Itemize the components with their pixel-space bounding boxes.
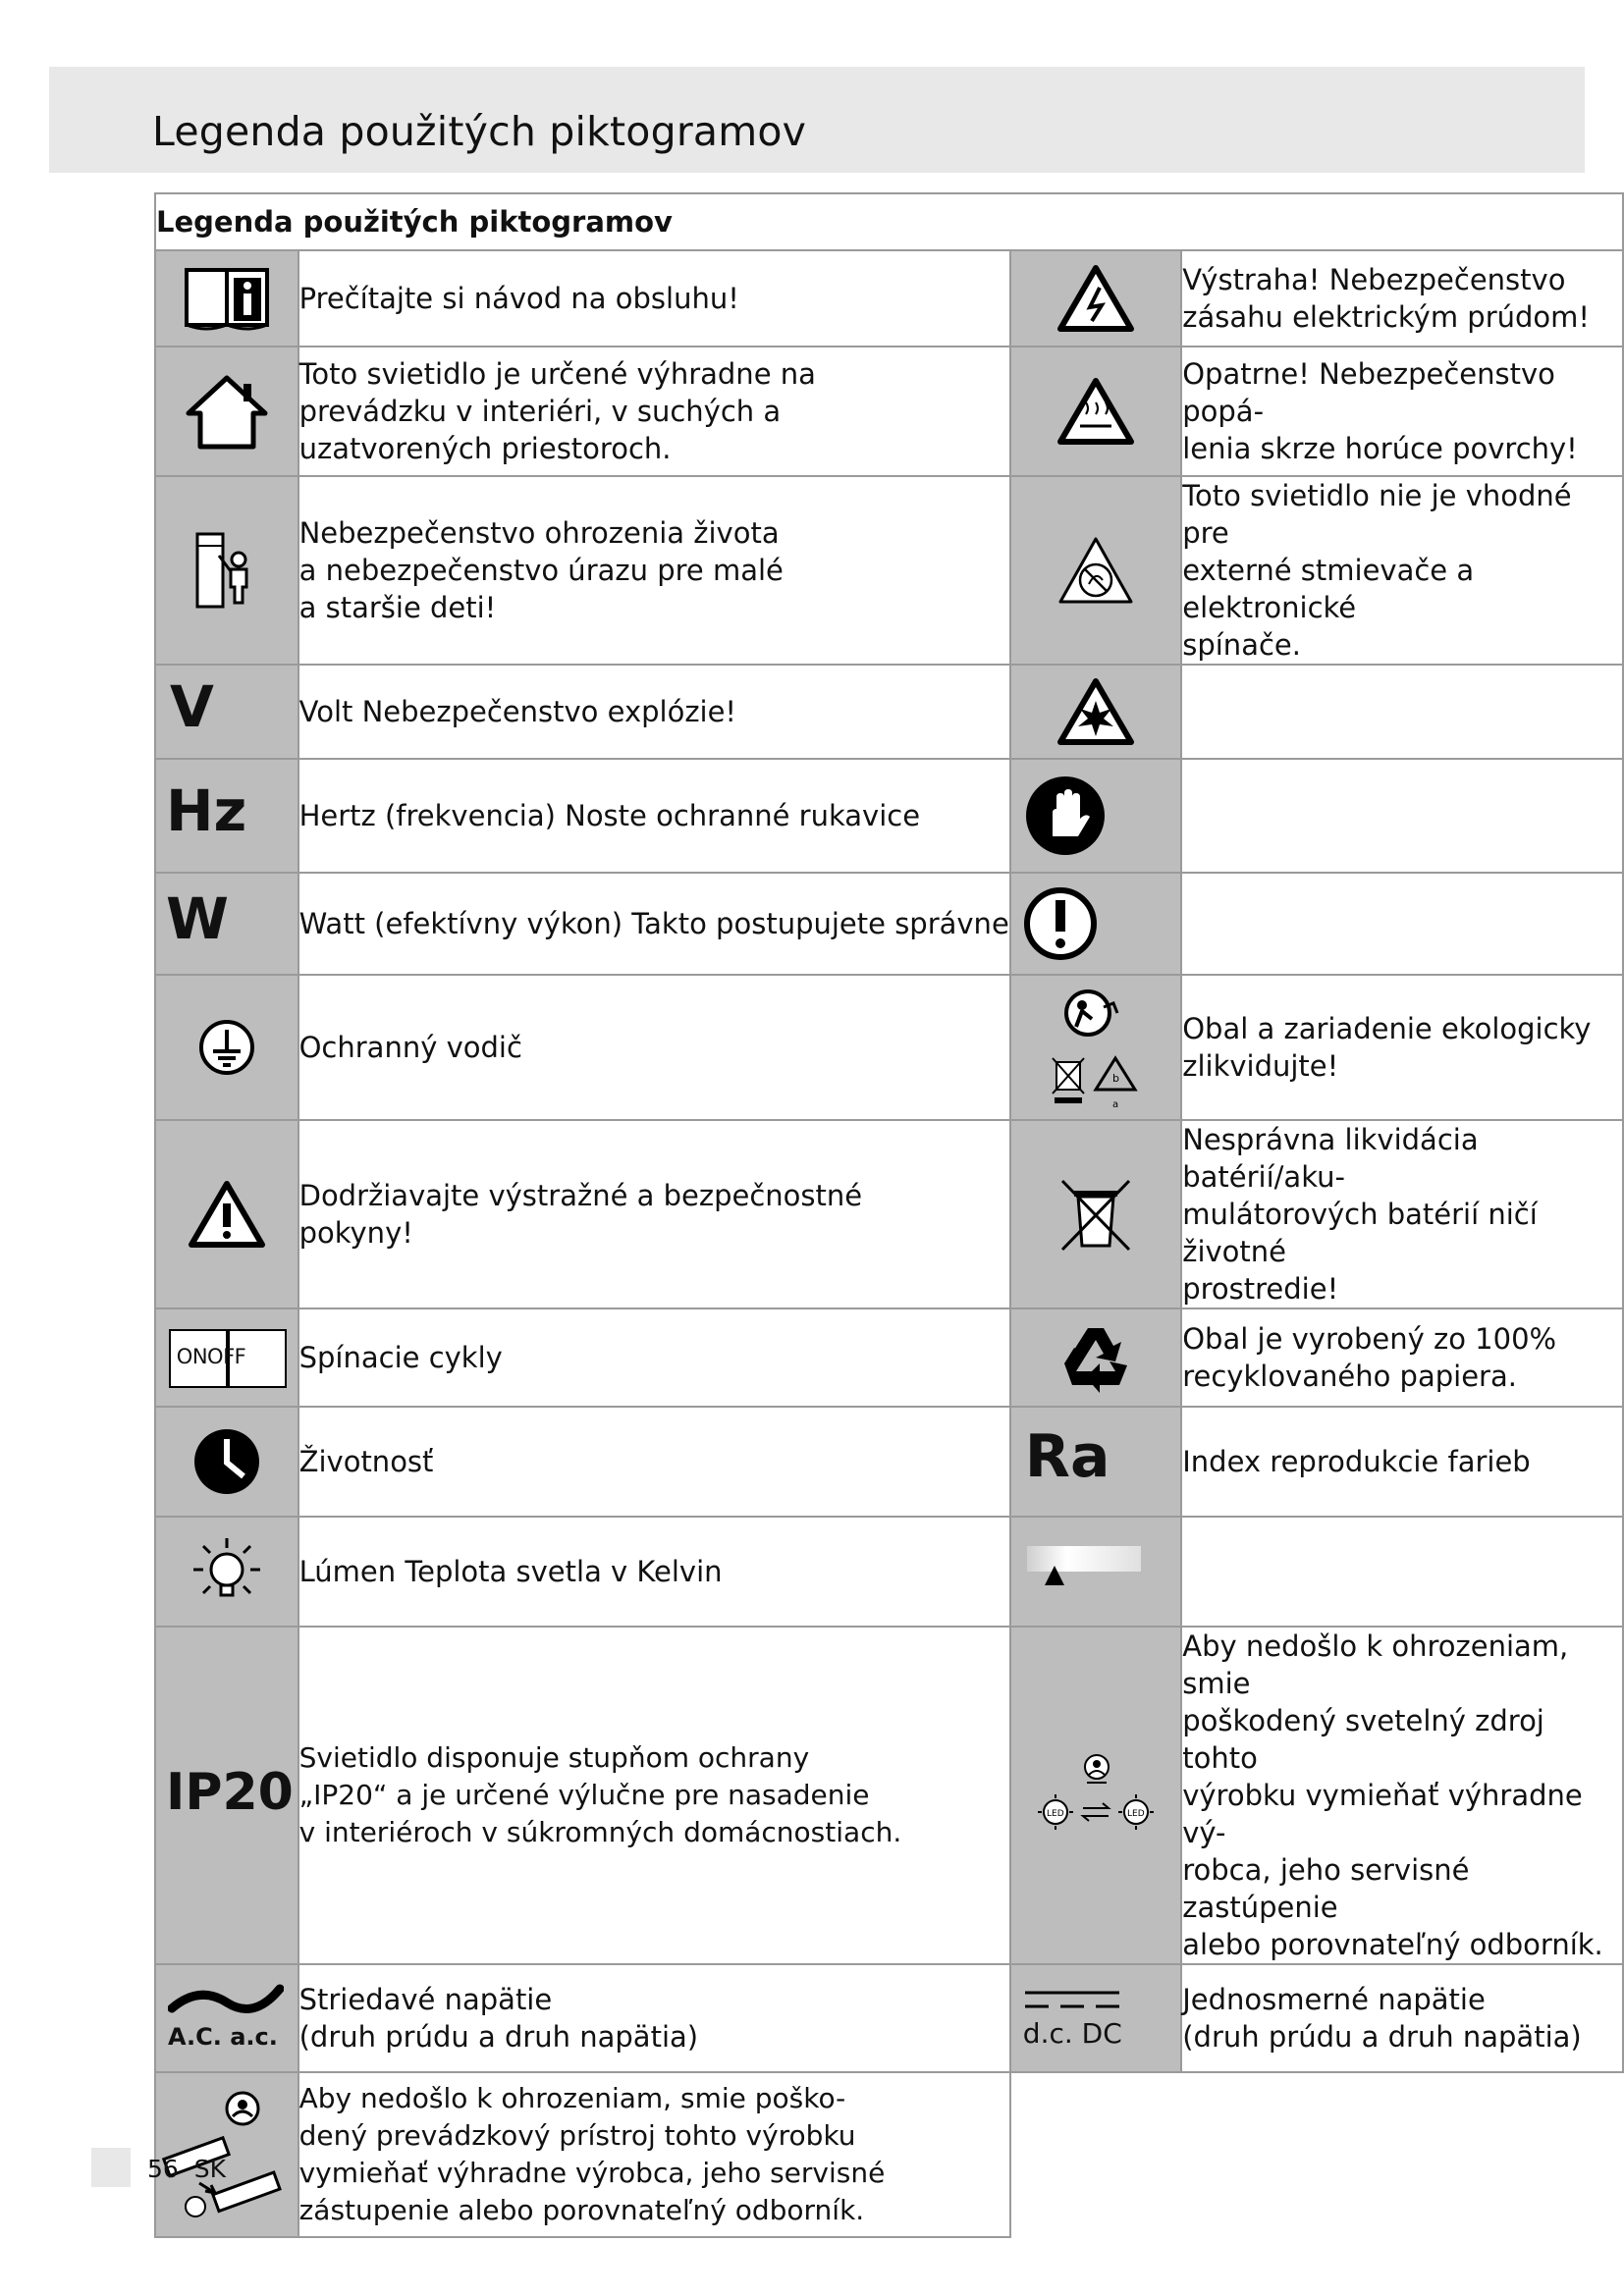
eco-disposal-icon: [1047, 984, 1145, 1111]
icon-cell: [1010, 1964, 1181, 2072]
icon-cell: [1010, 873, 1181, 975]
icon-cell: [155, 250, 298, 347]
led-label-left: LED: [1047, 1809, 1064, 1819]
eco-label-a: a: [1112, 1099, 1119, 1110]
battery-disposal-icon: [1056, 1175, 1135, 1254]
dc-label: d.c. DC: [1022, 2017, 1122, 2050]
legend-text: [1181, 759, 1623, 873]
legend-text: Ochranný vodič: [298, 975, 1010, 1120]
icon-cell: [155, 759, 298, 873]
lumen-bulb-icon: [189, 1534, 264, 1609]
legend-text: Nebezpečenstvo ohrozenia života a nebezpečenstvo úrazu pre malé a staršie deti!: [298, 476, 1010, 665]
legend-text: [1181, 873, 1623, 975]
hot-surface-warning-icon: [1056, 377, 1135, 446]
icon-cell: [1010, 1627, 1181, 1964]
explosion-warning-icon: [1056, 677, 1135, 746]
no-dimmer-icon: [1056, 535, 1135, 606]
legend-text: Volt Nebezpečenstvo explózie!: [298, 665, 1010, 759]
alternating-current-icon: [168, 1983, 284, 2054]
icon-cell: [155, 873, 298, 975]
legend-text: Životnosť: [298, 1407, 1010, 1517]
legend-text: Prečítajte si návod na obsluhu!: [298, 250, 1010, 347]
wear-gloves-icon: [1023, 774, 1108, 858]
icon-cell: [155, 1627, 298, 1964]
legend-text: Výstraha! Nebezpečenstvo zásahu elektrickým prúdom!: [1181, 250, 1623, 347]
icon-cell: [1010, 1517, 1181, 1627]
icon-cell: [155, 1407, 298, 1517]
legend-text: Hertz (frekvencia) Noste ochranné rukavice: [298, 759, 1010, 873]
legend-text: Watt (efektívny výkon) Takto postupujete správne: [298, 873, 1010, 975]
ac-label: A.C. a.c.: [168, 2023, 278, 2051]
icon-cell: [1010, 975, 1181, 1120]
table-caption: Legenda použitých piktogramov: [155, 193, 1623, 250]
icon-cell: [155, 665, 298, 759]
watt-symbol: W: [166, 885, 229, 952]
icon-cell: [155, 1517, 298, 1627]
legend-text: Striedavé napätie (druh prúdu a druh napätia): [298, 1964, 1010, 2072]
legend-text: [1181, 665, 1623, 759]
read-manual-icon: [183, 264, 271, 333]
protective-earth-icon: [197, 1018, 256, 1077]
icon-cell: [155, 975, 298, 1120]
icon-cell: [155, 476, 298, 665]
page-number: 56 SK: [147, 2155, 226, 2183]
legend-text: Aby nedošlo k ohrozeniam, smie poško- dený prevádzkový prístroj tohto výrobku vymieňať výhradne výrobca, jeho servisné zástupenie alebo porovnateľný odborník.: [298, 2072, 1010, 2237]
legend-text: Lúmen Teplota svetla v Kelvin: [298, 1517, 1010, 1627]
volt-symbol: V: [170, 673, 214, 740]
hertz-symbol: Hz: [166, 777, 247, 844]
ip20-symbol: IP20: [166, 1762, 294, 1822]
correct-procedure-icon: [1023, 886, 1098, 961]
legend-text: Svietidlo disponuje stupňom ochrany „IP20“ a je určené výlučne pre nasadenie v interiéroch v súkromných domácnostiach.: [298, 1627, 1010, 1964]
recycle-icon: [1058, 1322, 1133, 1393]
child-danger-icon: [189, 526, 264, 614]
icon-cell: [1010, 476, 1181, 665]
direct-current-icon: [1023, 1985, 1131, 2052]
icon-cell: [155, 1120, 298, 1308]
legend-text: Dodržiavajte výstražné a bezpečnostné pokyny!: [298, 1120, 1010, 1308]
pictogram-legend-table: [154, 192, 1624, 2238]
legend-text: Nesprávna likvidácia batérií/aku- mulátorových batérií ničí životné prostredie!: [1181, 1120, 1623, 1308]
footer-marker: [91, 2148, 131, 2187]
led-label-right: LED: [1127, 1809, 1145, 1819]
general-warning-icon: [188, 1180, 266, 1249]
on-off-label: ONOFF: [176, 1345, 246, 1368]
page-title: Legenda použitých piktogramov: [152, 108, 807, 155]
kelvin-scale-icon: [1025, 1542, 1143, 1591]
icon-cell: [1010, 1308, 1181, 1407]
electric-shock-warning-icon: [1056, 264, 1135, 333]
legend-text: Obal je vyrobený zo 100% recyklovaného papiera.: [1181, 1308, 1623, 1407]
icon-cell: [1010, 759, 1181, 873]
icon-cell: [155, 1308, 298, 1407]
icon-cell: [1010, 347, 1181, 476]
icon-cell: [155, 1964, 298, 2072]
legend-text: Toto svietidlo je určené výhradne na prevádzku v interiéri, v suchých a uzatvorených priestoroch.: [298, 347, 1010, 476]
legend-text: [1181, 1517, 1623, 1627]
icon-cell: [1010, 665, 1181, 759]
icon-cell: [1010, 250, 1181, 347]
legend-text: Jednosmerné napätie (druh prúdu a druh napätia): [1181, 1964, 1623, 2072]
legend-text: Toto svietidlo nie je vhodné pre externé stmievače a elektronické spínače.: [1181, 476, 1623, 665]
on-off-switch-icon: [169, 1329, 285, 1386]
eco-label-b: b: [1112, 1072, 1119, 1085]
legend-text: Obal a zariadenie ekologicky zlikvidujte!: [1181, 975, 1623, 1120]
icon-cell: [1010, 1120, 1181, 1308]
clock-icon: [192, 1427, 261, 1496]
ra-symbol: Ra: [1024, 1422, 1110, 1491]
led-replace-icon: [1032, 1751, 1160, 1840]
legend-text: Spínacie cykly: [298, 1308, 1010, 1407]
icon-cell: [1010, 1407, 1181, 1517]
legend-text: Aby nedošlo k ohrozeniam, smie poškodený svetelný zdroj tohto výrobku vymieňať výhradne vý- robca, jeho servisné zastúpenie alebo porovnateľný odborník.: [1181, 1627, 1623, 1964]
legend-text: Index reprodukcie farieb: [1181, 1407, 1623, 1517]
legend-text: Opatrne! Nebezpečenstvo popá- lenia skrze horúce povrchy!: [1181, 347, 1623, 476]
house-icon: [183, 372, 271, 451]
icon-cell: [155, 347, 298, 476]
